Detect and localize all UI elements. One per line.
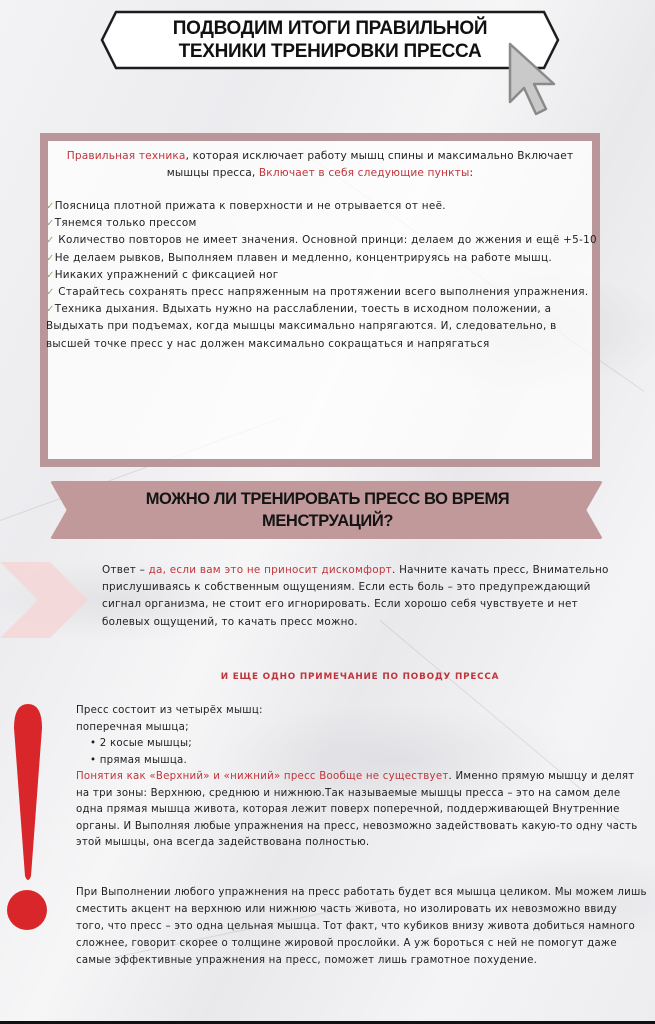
checklist-item-text: Количество повторов не имеет значения. Основной принци: делаем до жжения и ещё +5-10 <box>54 234 597 247</box>
checklist-item <box>46 250 598 267</box>
answer-text: . Начните качать пресс, Внимательно прислушиваясь к собственным ощущениям. Если есть боль – это предупреждающий сигнал организма, не стоит его игнорировать. Если хорошо себя чувствуете и нет болевых ощущений, то качать пресс можно. <box>102 564 609 628</box>
muscles-intro: Пресс состоит из четырёх мышц: <box>76 705 263 716</box>
checklist-item <box>46 284 598 301</box>
checkmark-icon: ✓ <box>46 287 55 299</box>
checkmark-icon: ✓ <box>46 304 55 316</box>
checkmark-icon: ✓ <box>46 201 55 212</box>
checklist-item <box>46 198 598 215</box>
checklist-item <box>46 232 598 249</box>
technique-intro-text: , которая исключает работу мышц спины и максимально Включает мышцы пресса, <box>166 150 574 179</box>
title-line-2: ТЕХНИКИ ТРЕНИРОВКИ ПРЕССА <box>178 41 482 62</box>
exclamation-icon <box>4 700 52 940</box>
question-line-2: МЕНСТРУАЦИЙ? <box>261 512 394 530</box>
technique-intro <box>50 148 590 182</box>
checklist-item <box>46 301 598 353</box>
checkmark-icon: ✓ <box>46 269 55 281</box>
question-heading <box>90 486 565 534</box>
zones-text: . Именно прямую мышцу и делят на три зоны: Верхнюю, среднюю и нижнюю.Так называемые мышцы пресса – это на самом деле одна прямая мышца живота, которая лежит поверх поперечной, поддерживающей Внутренние органы. И Выполняя любые упражнения на пресс, невозможно задействовать какую-то одну часть этой мышцы, она всегда задействована полностью. <box>76 771 638 848</box>
technique-intro-highlight: Правильная техника <box>66 150 186 162</box>
muscles-item: поперечная мышца; <box>76 721 189 733</box>
question-line-1: МОЖНО ЛИ ТРЕНИРОВАТЬ ПРЕСС ВО ВРЕМЯ <box>145 490 510 508</box>
zones-paragraph <box>76 769 646 852</box>
checklist-item-text: Тянемся только прессом <box>54 217 197 230</box>
zones-highlight: Понятия как «Верхний» и «нижний» пресс Вообще не существует <box>76 771 449 782</box>
chevron-right-icon <box>0 562 90 638</box>
answer-prefix: Ответ – <box>102 564 149 576</box>
checklist-item-text: Техника дыхания. Вдыхать нужно на расслаблении, тоесть в исходном положении, а Выдыхать при подъемах, когда мышцы максимально напрягаются. И, следовательно, в высшей точке пресс у нас должен максимально сокращаться и напрягаться <box>46 303 557 350</box>
cursor-arrow-icon <box>506 42 558 120</box>
answer-paragraph <box>102 562 622 631</box>
checklist-item-text: Поясница плотной прижата к поверхности и не отрывается от неё. <box>54 200 446 212</box>
checklist-item <box>46 215 598 232</box>
checklist-item-text: Никаких упражнений с фиксацией ног <box>54 268 279 281</box>
page-title <box>103 14 557 66</box>
muscles-section <box>76 703 646 852</box>
technique-intro-highlight-2: Включает в себя следующие пункты <box>258 167 470 179</box>
final-paragraph: При Выполнении любого упражнения на пресс работать будет вся мышца целиком. Мы можем лишь сместить акцент на верхнюю или нижнюю часть живота, но изолировать их невозможно ввиду того, что пресс – это одна цельная мышца. Тот факт, что кубиков внизу живота добиться намного сложнее, говорит скорее о толщине жировой прослойки. А уж бороться с ней не помогут даже самые эффективные упражнения на пресс, поможет лишь грамотное похудение. <box>76 887 647 966</box>
checklist-item <box>46 267 598 284</box>
technique-intro-colon: : <box>469 167 474 179</box>
technique-checklist <box>46 198 598 353</box>
answer-highlight: да, если вам это не приносит дискомфорт <box>148 564 392 576</box>
checkmark-icon: ✓ <box>46 218 55 230</box>
checkmark-icon: ✓ <box>46 252 55 264</box>
checkmark-icon: ✓ <box>46 235 55 247</box>
muscles-bullet: • прямая мышца. <box>90 754 188 766</box>
checklist-item-text: Старайтесь сохранять пресс напряженным на протяжении всего выполнения упражнения. <box>54 286 589 299</box>
note-heading: И ЕЩЕ ОДНО ПРИМЕЧАНИЕ ПО ПОВОДУ ПРЕССА <box>220 672 500 682</box>
title-line-1: ПОДВОДИМ ИТОГИ ПРАВИЛЬНОЙ <box>172 18 488 39</box>
muscles-bullet: • 2 косые мышцы; <box>90 738 192 749</box>
checklist-item-text: Не делаем рывков, Выполняем плавен и медленно, концентрируясь на работе мышц. <box>54 251 552 264</box>
